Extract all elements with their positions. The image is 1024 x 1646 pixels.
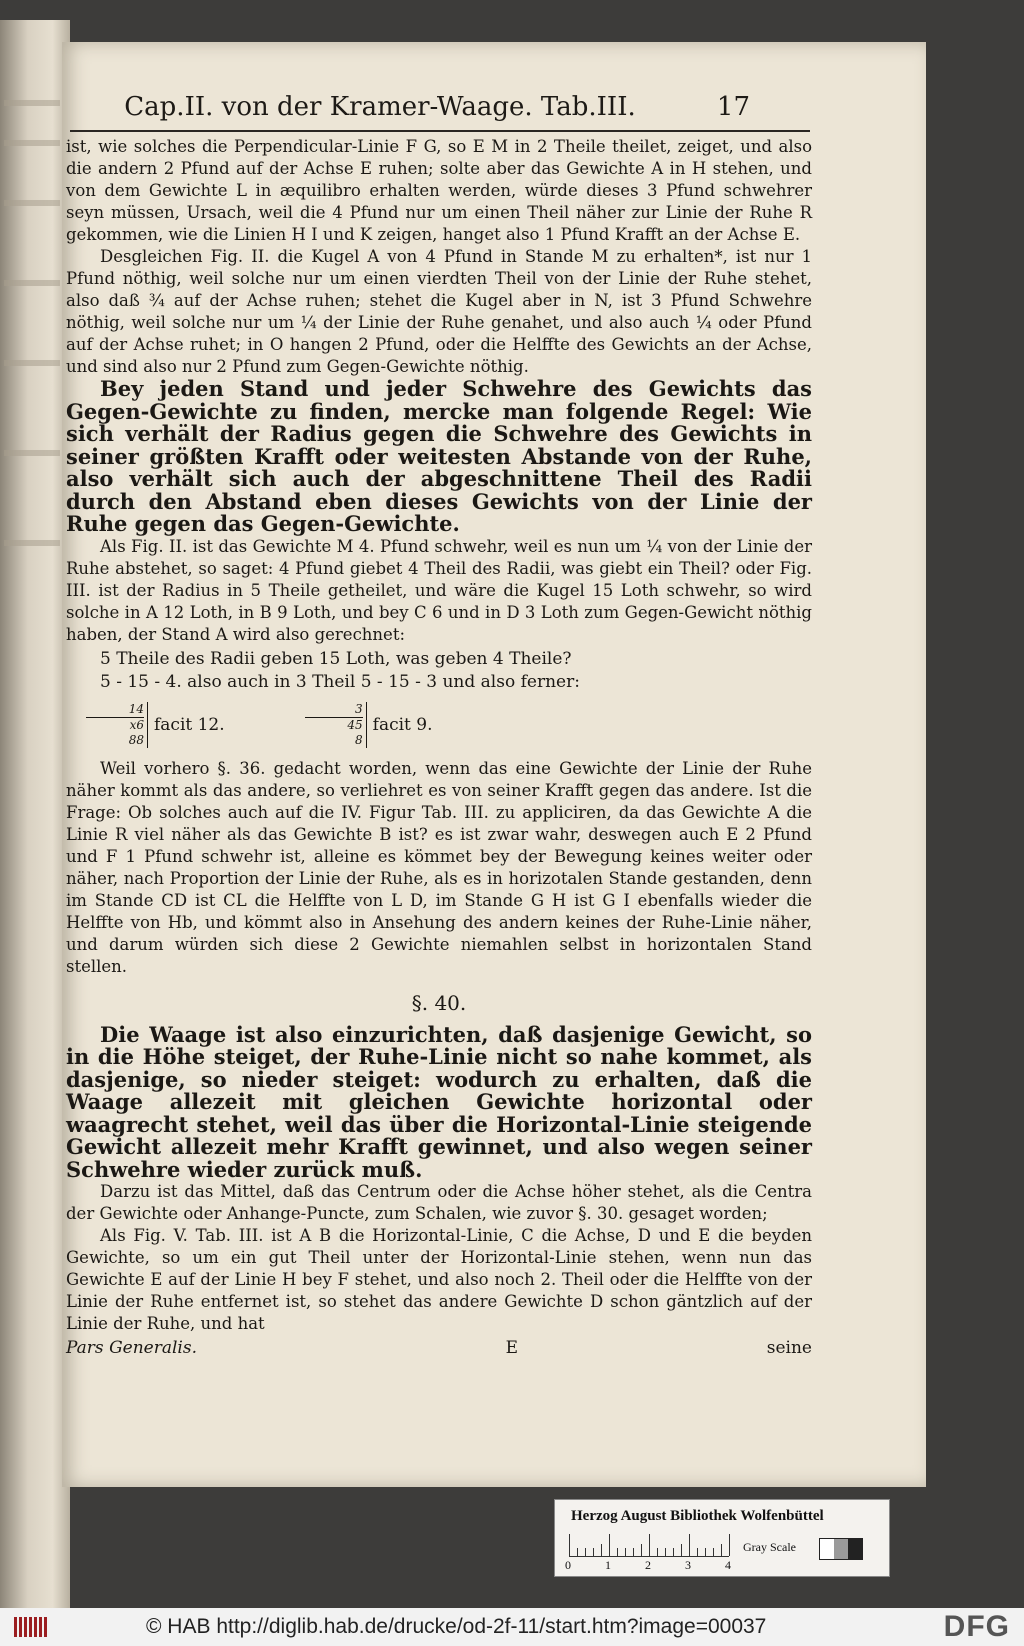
signature-mark: Pars Generalis.	[66, 1338, 197, 1358]
page-title: Cap.II. von der Kramer-Waage. Tab.III.	[124, 92, 636, 122]
ruler-number: 1	[605, 1558, 611, 1572]
gathering-mark: E	[505, 1338, 519, 1358]
bleed-text	[4, 450, 60, 456]
calc-line-1: 5 Theile des Radii geben 15 Loth, was geben 4 Theile?	[100, 648, 572, 669]
calc-line-2: 5 - 15 - 4. also auch in 3 Theil 5 - 15 - 3 und also ferner:	[100, 671, 580, 692]
bleed-text	[4, 540, 60, 546]
section-heading: §. 40.	[411, 990, 467, 1015]
fraction-row	[86, 696, 812, 754]
paragraph-1: ist, wie solches die Perpendicular-Linie F G, so E M in 2 Theile theilet, zeiget, und also die andern 2 Pfund auf der Achse E ruhen; solte aber das Gewichte A in H stehen, und von dem Gewichte L in æquilibro erhalten werden, würde dieses 3 Pfund schwehrer seyn müssen, Ursach, weil die 4 Pfund nur um einen Theil näher zur Linie der Ruhe R gekommen, wie die Linien H I und K zeigen, hanget also 1 Pfund Krafft an der Achse E.	[66, 137, 812, 244]
bleed-text	[4, 360, 60, 366]
gray-swatches	[819, 1538, 863, 1560]
ruler-number: 4	[725, 1558, 731, 1572]
bleed-text	[4, 100, 60, 106]
ruler-number: 3	[685, 1558, 691, 1572]
ruler-number: 0	[565, 1558, 571, 1572]
hab-logo-icon	[14, 1614, 60, 1640]
catchword: seine	[766, 1338, 812, 1358]
fraction-2	[305, 696, 433, 754]
left-page-edge	[0, 20, 70, 1620]
fraction-bottom: 88	[128, 732, 144, 747]
fraction-bottom: 8	[355, 732, 363, 747]
ruler-ticks	[569, 1534, 729, 1557]
color-scale-card	[554, 1499, 890, 1577]
calculation	[66, 648, 812, 754]
dfg-logo: DFG	[943, 1610, 1010, 1643]
fraction-top: 3	[355, 701, 363, 716]
bleed-text	[4, 280, 60, 286]
fraction-stack	[86, 702, 148, 748]
fraction-stack	[305, 702, 367, 748]
bleed-text	[4, 140, 60, 146]
page-body	[66, 136, 812, 1359]
paragraph-7: Darzu ist das Mittel, daß das Centrum oder die Achse höher stehet, als die Centra der Gewichte oder Anhange-Puncte, zum Schalen, wie zuvor §. 30. gesaget worden;	[66, 1182, 812, 1223]
footer-bar	[0, 1608, 1024, 1646]
rule-paragraph: Bey jeden Stand und jeder Schwehre des Gewichts das Gegen-Gewichte zu finden, mercke man folgende Regel: Wie sich verhält der Radius gegen die Schwehre des Gewichts in seiner größten Krafft oder weitesten Abstande von der Ruhe, also verhält sich auch der abgeschnittene Theil des Radii durch den Abstand eben dieses Gewichts von der Linie der Ruhe gegen das Gegen-Gewichte.	[66, 376, 812, 536]
paragraph-4: Als Fig. II. ist das Gewichte M 4. Pfund schwehr, weil es nun um ¼ von der Linie der Ruhe abstehet, so saget: 4 Pfund giebet 4 Theil des Radii, was giebt ein Theil? oder Fig. III. ist der Radius in 5 Theile getheilet, und wäre die Kugel 15 Loth schwehr, so wird solche in A 12 Loth, in B 9 Loth, und bey C 6 und in D 3 Loth zum Gegen-Gewicht nöthig haben, der Stand A wird also gerechnet:	[66, 536, 812, 644]
fraction-result: facit 12.	[154, 714, 225, 735]
gray-scale-label: Gray Scale	[743, 1540, 796, 1554]
fraction-mid: 45	[305, 717, 363, 733]
page-footer-line	[66, 1337, 812, 1359]
page-number: 17	[716, 92, 750, 122]
running-header	[70, 92, 750, 122]
citation-link[interactable]: © HAB http://diglib.hab.de/drucke/od-2f-11/start.htm?image=00037	[146, 1615, 767, 1638]
paragraph-8: Als Fig. V. Tab. III. ist A B die Horizontal-Linie, C die Achse, D und E die beyden Gewichte, so um ein gut Theil unter der Horizontal-Linie stehen, wenn nun das Gewichte E auf der Linie H bey F stehet, und also noch 2. Theil oder die Helffte von der Linie der Ruhe entfernet ist, so stehet das andere Gewichte D schon gäntzlich auf der Linie der Ruhe, und hat	[66, 1226, 812, 1333]
library-name: Herzog August Bibliothek Wolfenbüttel	[571, 1508, 824, 1524]
paragraph-5: Weil vorhero §. 36. gedacht worden, wenn das eine Gewichte der Linie der Ruhe näher kommt als das andere, so verliehret es von seiner Krafft gegen das andere. Ist die Frage: Ob solches auch auf die IV. Figur Tab. III. zu appliciren, da das Gewichte A die Linie R viel näher als das Gewichte B ist? es ist zwar wahr, deswegen auch E 2 Pfund und F 1 Pfund schwehr ist, alleine es kömmet bey der Bewegung keines weiter oder näher, nach Proportion der Linie der Ruhe, als es in horizotalen Stande gestanden, denn im Stande CD ist CL die Helffte von L D, im Stande G H ist G I ebenfalls wieder die Helffte von Hb, und kömmt also in Ansehung des andern keines der Ruhe-Linie näher, und darum würden sich diese 2 Gewichte niemahlen selbst in horizontalen Stand stellen.	[66, 758, 812, 976]
ruler-number: 2	[645, 1558, 651, 1572]
fraction-top: 14	[128, 701, 144, 716]
section-rule-paragraph: Die Waage ist also einzurichten, daß dasjenige Gewicht, so in die Höhe steiget, der Ruhe-Linie nicht so nahe kommet, als dasjenige, so nieder steiget: wodurch zu erhalten, daß die Waage allezeit mit gleichen Gewichte horizontal oder waagrecht stehet, weil das über die Horizontal-Linie steigende Gewicht allezeit mehr Krafft gewinnet, und also wegen seiner Schwehre wieder zurück muß.	[66, 1021, 812, 1182]
fraction-1	[86, 696, 225, 754]
paragraph-2: Desgleichen Fig. II. die Kugel A von 4 Pfund in Stande M zu erhalten*, ist nur 1 Pfund nöthig, weil solche nur um einen vierdten Theil von der Linie der Ruhe stehet, also daß ¾ auf der Achse ruhen; stehet die Kugel aber in N, ist 3 Pfund Schwehre nöthig, weil solche nur um ¼ der Linie der Ruhe genahet, und also auch ¼ oder Pfund auf der Achse ruhet; in O hangen 2 Pfund, oder die Helffte des Gewichts an der Achse, und sind also nur 2 Pfund zum Gegen-Gewichte nöthig.	[66, 247, 812, 376]
header-rule	[70, 130, 810, 132]
fraction-mid: x6	[86, 717, 144, 733]
bleed-text	[4, 200, 60, 206]
fraction-result: facit 9.	[372, 714, 433, 735]
